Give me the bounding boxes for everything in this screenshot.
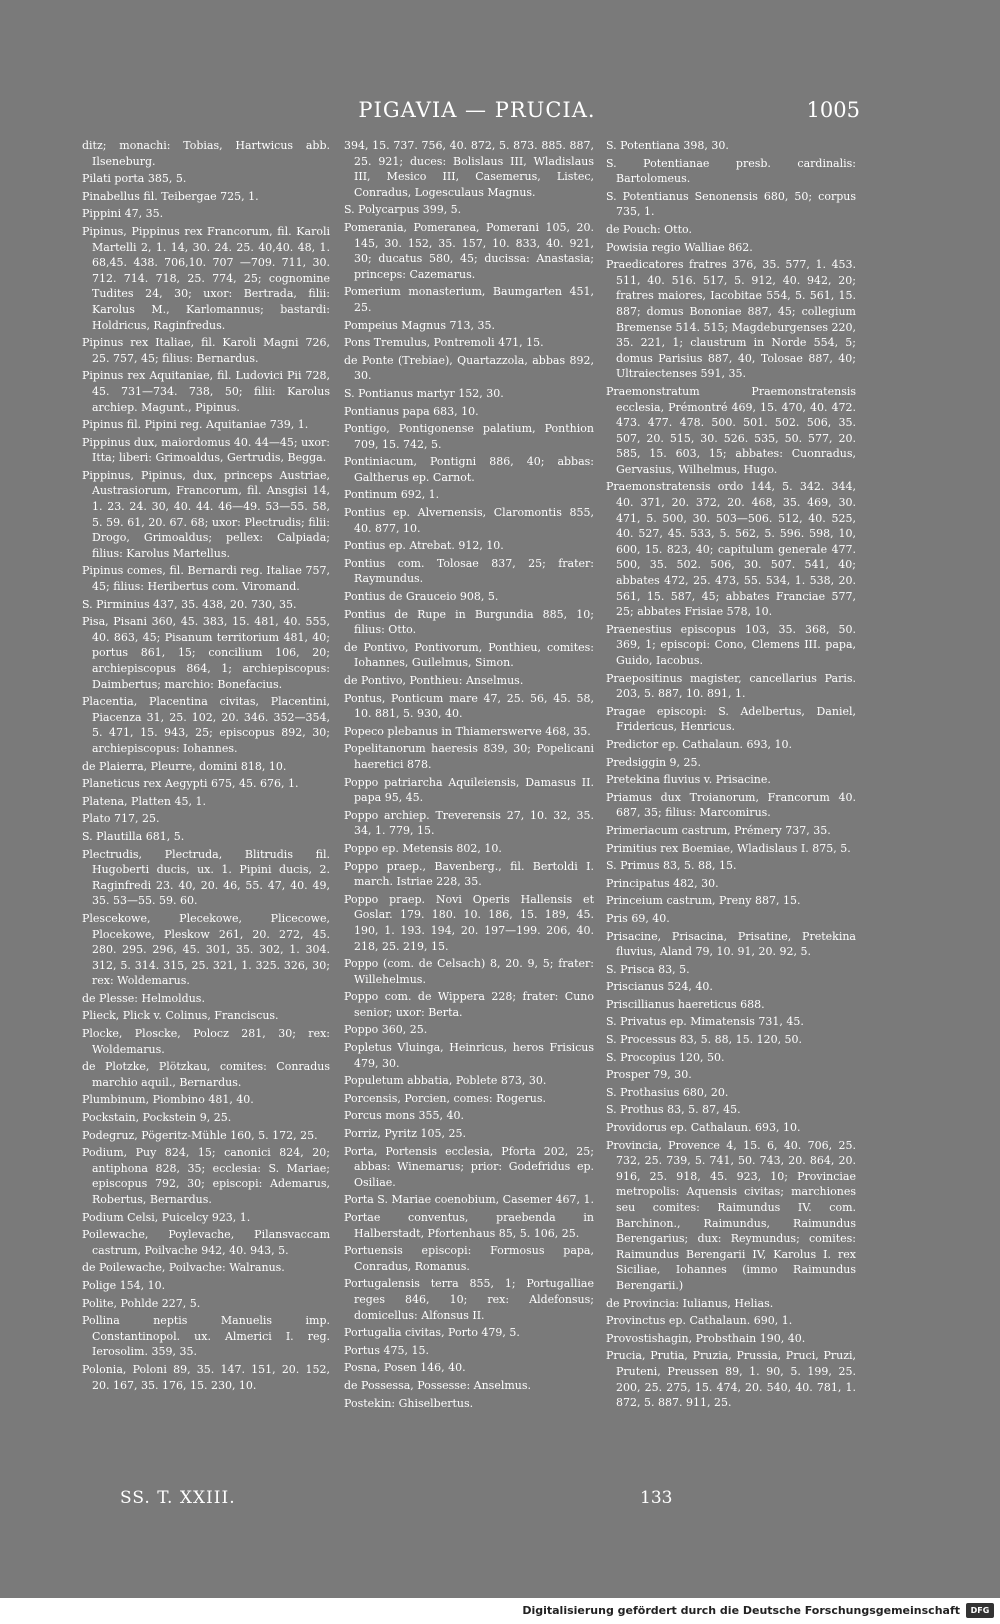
index-entry: Porriz, Pyritz 105, 25. [344,1127,466,1141]
index-entry: Pretekina fluvius v. Prisacine. [606,773,771,787]
index-entry: Pontius de Grauceio 908, 5. [344,590,499,604]
index-entry: Placentia, Placentina civitas, Placentini, Piacenza 31, 25. 102, 20. 346. 352—354, 5. 471, 15. 943, 25; episcopus 892, 30; archiepiscopus: Iohannes. [82,695,330,755]
index-column-1 [82,138,330,1395]
index-entry: Pompeius Magnus 713, 35. [344,318,495,332]
index-entry: S. Pirminius 437, 35. 438, 20. 730, 35. [82,597,297,611]
index-entry: ditz; monachi: Tobias, Hartwicus abb. Ilseneburg. [82,139,330,168]
index-entry: Pipinus comes, fil. Bernardi reg. Italiae 757, 45; filius: Heribertus com. Viromand. [82,564,330,594]
index-entry: Pockstain, Pockstein 9, 25. [82,1111,232,1125]
index-entry: Platena, Platten 45, 1. [82,794,206,808]
index-entry: S. Prothasius 680, 20. [606,1085,729,1099]
index-entry: Pipinus fil. Pipini reg. Aquitaniae 739, 1. [82,418,309,432]
index-entry: 394, 15. 737. 756, 40. 872, 5. 873. 885. 887, 25. 921; duces: Bolislaus III, Wladislaus III, Mesico III, Casemerus, Listec, Conradus, Logesculaus Magnus. [344,139,594,199]
index-entry: Praedicatores fratres 376, 35. 577, 1. 453. 511, 40. 516. 517, 5. 912, 40. 942, 20; fratres maiores, Iacobitae 554, 5. 561, 15. 887; domus Bononiae 887, 45; collegium Bremense 514. 515; Magdeburgenses 220, 35. 221, 1; claustrum in Norde 554, 5; domus Parisius 887, 40, Tolosae 887, 40; Ultraiectenses 591, 35. [606,258,856,381]
index-entry: de Pontivo, Ponthieu: Anselmus. [344,674,524,687]
index-entry: S. Plautilla 681, 5. [82,829,185,843]
index-entry: Plocke, Ploscke, Polocz 281, 30; rex: Woldemarus. [82,1027,330,1056]
index-entry: Pontius com. Tolosae 837, 25; frater: Raymundus. [344,556,594,586]
index-entry: Principatus 482, 30. [606,876,719,890]
index-entry: Porta, Portensis ecclesia, Pforta 202, 25; abbas: Winemarus; prior: Godefridus ep. Osiliae. [344,1144,594,1189]
index-entry: Pilati porta 385, 5. [82,172,187,186]
index-entry: de Plesse: Helmoldus. [82,991,205,1005]
index-entry: Pipinus, Pippinus rex Francorum, fil. Karoli Martelli 2, 1. 14, 30. 24. 25. 40,40. 48, 1. 68,45. 438. 706,10. 707 —709. 711, 30. 712. 714. 718, 25. 774, 25; cognomine Tudites 24, 30; uxor: Bertrada, filii: Karolus M., Karlomannus; bastardi: Holdricus, Raginfredus. [82,224,330,332]
index-entry: Popelitanorum haeresis 839, 30; Popelicani haeretici 878. [344,742,594,771]
index-entry: S. Primus 83, 5. 88, 15. [606,859,737,873]
index-entry: S. Potentianus Senonensis 680, 50; corpus 735, 1. [606,189,856,219]
index-entry: Pontus, Ponticum mare 47, 25. 56, 45. 58, 10. 881, 5. 930, 40. [344,691,594,721]
index-entry: Powisia regio Walliae 862. [606,240,753,254]
index-entry: Primeriacum castrum, Prémery 737, 35. [606,823,831,837]
index-entry: Praemonstratum Praemonstratensis ecclesia, Prémontré 469, 15. 470, 40. 472. 473. 477. 478. 500. 501. 502. 506, 35. 507, 20. 515, 30. 526. 535, 50. 577, 20. 585, 15. 603, 15; abbates: Cuonradus, Gervasius, Wilhelmus, Hugo. [606,384,856,476]
index-entry: de Poilewache, Poilvache: Walranus. [82,1261,285,1275]
index-entry: Polige 154, 10. [82,1278,166,1292]
index-column-3 [606,138,856,1413]
index-entry: Poppo com. de Wippera 228; frater: Cuno senior; uxor: Berta. [344,990,594,1019]
index-entry: Poppo praep., Bavenberg., fil. Bertoldi I. march. Istriae 228, 35. [344,859,594,889]
index-entry: Polite, Pohlde 227, 5. [82,1296,201,1310]
index-entry: Pontius de Rupe in Burgundia 885, 10; filius: Otto. [344,607,594,637]
index-entry: Praenestius episcopus 103, 35. 368, 50. 369, 1; episcopi: Cono, Clemens III. papa, Guido, Iacobus. [606,622,856,667]
index-entry: Popletus Vluinga, Heinricus, heros Frisicus 479, 30. [344,1041,594,1070]
index-entry: Podegruz, Pögeritz-Mühle 160, 5. 172, 25. [82,1128,318,1142]
index-entry: Poilewache, Poylevache, Pilansvaccam castrum, Poilvache 942, 40. 943, 5. [82,1228,330,1257]
index-entry: Popeco plebanus in Thiamerswerve 468, 35. [344,724,591,738]
index-entry: de Pouch: Otto. [606,222,692,236]
index-entry: Portuensis episcopi: Formosus papa, Conradus, Romanus. [344,1244,594,1273]
index-entry: de Ponte (Trebiae), Quartazzola, abbas 892, 30. [344,353,594,383]
index-entry: Priscianus 524, 40. [606,980,713,994]
index-entry: Porta S. Mariae coenobium, Casemer 467, 1. [344,1193,594,1207]
index-entry: Portugalensis terra 855, 1; Portugalliae reges 846, 10; rex: Aldefonsus; domicellus: Alfonsus II. [344,1277,594,1322]
index-entry: de Plaierra, Pleurre, domini 818, 10. [82,759,287,773]
volume-signature: SS. T. XXIII. [120,1488,236,1508]
index-entry: Portugalia civitas, Porto 479, 5. [344,1326,520,1340]
index-entry: S. Potentianae presb. cardinalis: Bartolomeus. [606,156,856,186]
funding-banner [0,1598,1000,1624]
index-entry: Provincia, Provence 4, 15. 6, 40. 706, 25. 732, 25. 739, 5. 741, 50. 743, 20. 864, 20. 916, 25. 918, 45. 923, 10; Provinciae metropolis: Aquensis civitas; marchiones seu comites: Raimundus IV. com. Barchinon., Raimundus, Raimundus Berengarius; dux: Reymundus; comites: Raimundus Berengarii IV, Karolus I. rex Siciliae, Iohannes (immo Raimundus Berengarii.) [606,1138,856,1292]
index-entry: Poppo 360, 25. [344,1023,428,1037]
index-entry: S. Processus 83, 5. 88, 15. 120, 50. [606,1033,803,1047]
index-entry: Prisacine, Prisacina, Prisatine, Pretekina fluvius, Aland 79, 10. 91, 20. 92, 5. [606,929,856,959]
index-entry: S. Prisca 83, 5. [606,962,690,976]
index-entry: Posna, Posen 146, 40. [344,1361,466,1375]
index-entry: Priscillianus haereticus 688. [606,997,765,1011]
index-entry: Pomerania, Pomeranea, Pomerani 105, 20. 145, 30. 152, 35. 157, 10. 833, 40. 921, 30; ducatus 580, 45; ducissa: Anastasia; princeps: Cazemarus. [344,220,594,281]
index-entry: Pontius ep. Alvernensis, Claromontis 855, 40. 877, 10. [344,506,594,535]
index-entry: Pontigo, Pontigonense palatium, Ponthion 709, 15. 742, 5. [344,422,594,451]
index-entry: Prosper 79, 30. [606,1068,692,1082]
index-entry: S. Polycarpus 399, 5. [344,203,462,217]
index-entry: Prucia, Prutia, Pruzia, Prussia, Pruci, Pruzi, Pruteni, Preussen 89, 1. 90, 5. 199, 25. 200, 25. 275, 15. 474, 20. 540, 40. 781, 1. 872, 5. 887. 911, 25. [606,1349,856,1410]
index-entry: Providorus ep. Cathalaun. 693, 10. [606,1121,801,1135]
dfg-logo-icon: DFG [966,1603,994,1618]
index-entry: de Provincia: Iulianus, Helias. [606,1296,774,1310]
index-entry: Provostishagin, Probsthain 190, 40. [606,1331,806,1345]
index-entry: Plieck, Plick v. Colinus, Franciscus. [82,1009,279,1023]
index-entry: Primitius rex Boemiae, Wladislaus I. 875, 5. [606,841,851,855]
index-entry: de Possessa, Possesse: Anselmus. [344,1378,532,1392]
index-entry: Planeticus rex Aegypti 675, 45. 676, 1. [82,777,299,791]
index-entry: S. Procopius 120, 50. [606,1050,725,1064]
index-entry: de Pontivo, Pontivorum, Ponthieu, comites: Iohannes, Guilelmus, Simon. [344,640,594,670]
index-entry: Podium, Puy 824, 15; canonici 824, 20; antiphona 828, 35; ecclesia: S. Mariae; episcopus 792, 30; episcopi: Ademarus, Robertus, Bernardus. [82,1146,330,1206]
index-entry: Pons Tremulus, Pontremoli 471, 15. [344,336,544,350]
index-entry: Poppo patriarcha Aquileiensis, Damasus II. papa 95, 45. [344,775,594,805]
index-entry: Pinabellus fil. Teibergae 725, 1. [82,189,259,203]
index-entry: S. Privatus ep. Mimatensis 731, 45. [606,1015,804,1029]
index-entry: Pippinus dux, maiordomus 40. 44—45; uxor: Itta; liberi: Grimoaldus, Gertrudis, Begga. [82,435,330,465]
index-entry: Populetum abbatia, Poblete 873, 30. [344,1074,547,1088]
funding-text: Digitalisierung gefördert durch die Deutsche Forschungsgemeinschaft [522,1604,960,1617]
index-entry: Portus 475, 15. [344,1343,429,1357]
index-entry: Pontius ep. Atrebat. 912, 10. [344,539,504,553]
index-entry: Poppo ep. Metensis 802, 10. [344,841,502,855]
index-entry: Plescekowe, Plecekowe, Plicecowe, Plocekowe, Pleskow 261, 20. 272, 45. 280. 295. 296, 45. 301, 35. 302, 1. 304. 312, 5. 314. 315, 25. 321, 1. 325. 326, 30; rex: Woldemarus. [82,911,330,988]
index-entry: Poppo praep. Novi Operis Hallensis et Goslar. 179. 180. 10. 186, 15. 189, 45. 190, 1. 193. 194, 20. 197—199. 206, 40. 218, 25. 219, 15. [344,892,594,953]
sheet-number: 133 [640,1488,673,1508]
index-entry: Pisa, Pisani 360, 45. 383, 15. 481, 40. 555, 40. 863, 45; Pisanum territorium 481, 40; portus 861, 15; concilium 106, 20; archiepiscopus 864, 1; archiepiscopus: Daimbertus; marchio: Bonefacius. [82,615,330,691]
index-entry: Podium Celsi, Puicelcy 923, 1. [82,1210,251,1224]
index-entry: Polonia, Poloni 89, 35. 147. 151, 20. 152, 20. 167, 35. 176, 15. 230, 10. [82,1362,330,1392]
index-entry: S. Pontianus martyr 152, 30. [344,386,504,400]
index-entry: Porcensis, Porcien, comes: Rogerus. [344,1091,547,1105]
index-entry: Princeium castrum, Preny 887, 15. [606,894,801,908]
index-entry: Porcus mons 355, 40. [344,1109,464,1123]
index-entry: Pollina neptis Manuelis imp. Constantinopol. ux. Almerici I. reg. Ierosolim. 359, 35. [82,1314,330,1359]
index-entry: Pris 69, 40. [606,911,670,925]
index-entry: Priamus dux Troianorum, Francorum 40. 687, 35; filius: Marcomirus. [606,790,856,820]
index-entry: Pontinum 692, 1. [344,488,440,502]
index-entry: Pipinus rex Aquitaniae, fil. Ludovici Pii 728, 45. 731—734. 738, 50; filii: Karolus archiep. Magunt., Pipinus. [82,369,330,414]
index-entry: Portae conventus, praebenda in Halberstadt, Pfortenhaus 85, 5. 106, 25. [344,1211,594,1240]
index-column-2 [344,138,594,1413]
index-entry: Predsiggin 9, 25. [606,755,702,769]
index-entry: Poppo archiep. Treverensis 27, 10. 32, 35. 34, 1. 779, 15. [344,808,594,838]
index-entry: Pomerium monasterium, Baumgarten 451, 25. [344,285,594,314]
index-entry: Provinctus ep. Cathalaun. 690, 1. [606,1314,793,1328]
index-entry: Praemonstratensis ordo 144, 5. 342. 344, 40. 371, 20. 372, 20. 468, 35. 469, 30. 471, 5. 500, 30. 503—506. 512, 40. 525, 40. 527, 45. 533, 5. 562, 5. 596. 598, 10, 600, 15. 823, 40; capitulum generale 477. 500, 35. 502. 506, 30. 507. 541, 40; abbates 472, 25. 473, 55. 534, 1. 538, 20. 561, 15. 587, 45; abbates Franciae 577, 25; abbates Frisiae 578, 10. [606,480,856,619]
index-entry: Plato 717, 25. [82,812,160,826]
index-entry: Pippini 47, 35. [82,207,164,221]
index-entry: Plectrudis, Plectruda, Blitrudis fil. Hugoberti ducis, ux. 1. Pipini ducis, 2. Raginfredi 23. 40, 20. 46, 55. 47, 40. 49, 35. 53—55. 59. 60. [82,847,330,908]
index-entry: S. Prothus 83, 5. 87, 45. [606,1103,741,1117]
index-entry: Pontiniacum, Pontigni 886, 40; abbas: Galtherus ep. Carnot. [344,455,594,484]
index-entry: Predictor ep. Cathalaun. 693, 10. [606,737,792,751]
index-entry: Poppo (com. de Celsach) 8, 20. 9, 5; frater: Willehelmus. [344,957,594,986]
index-entry: S. Potentiana 398, 30. [606,139,729,152]
index-entry: Pragae episcopi: S. Adelbertus, Daniel, Fridericus, Henricus. [606,704,856,734]
index-entry: Plumbinum, Piombino 481, 40. [82,1093,254,1107]
index-entry: de Plotzke, Plötzkau, comites: Conradus marchio aquil., Bernardus. [82,1060,330,1089]
index-entry: Pippinus, Pipinus, dux, princeps Austriae, Austrasiorum, Francorum, fil. Ansgisi 14, 1. 23. 24. 30, 40. 44. 46—49. 53—55. 58, 5. 59. 61, 20. 67. 68; uxor: Plectrudis; filii: Drogo, Grimoaldus; pellex: Calpiada; filius: Karolus Martellus. [82,468,330,560]
index-entry: Praepositinus magister, cancellarius Paris. 203, 5. 887, 10. 891, 1. [606,671,856,701]
page-title: PIGAVIA — PRUCIA. [358,98,596,122]
index-entry: Pontianus papa 683, 10. [344,404,479,418]
index-entry: Postekin: Ghiselbertus. [344,1396,474,1410]
page-number: 1005 [806,98,860,122]
index-entry: Pipinus rex Italiae, fil. Karoli Magni 726, 25. 757, 45; filius: Bernardus. [82,336,330,365]
